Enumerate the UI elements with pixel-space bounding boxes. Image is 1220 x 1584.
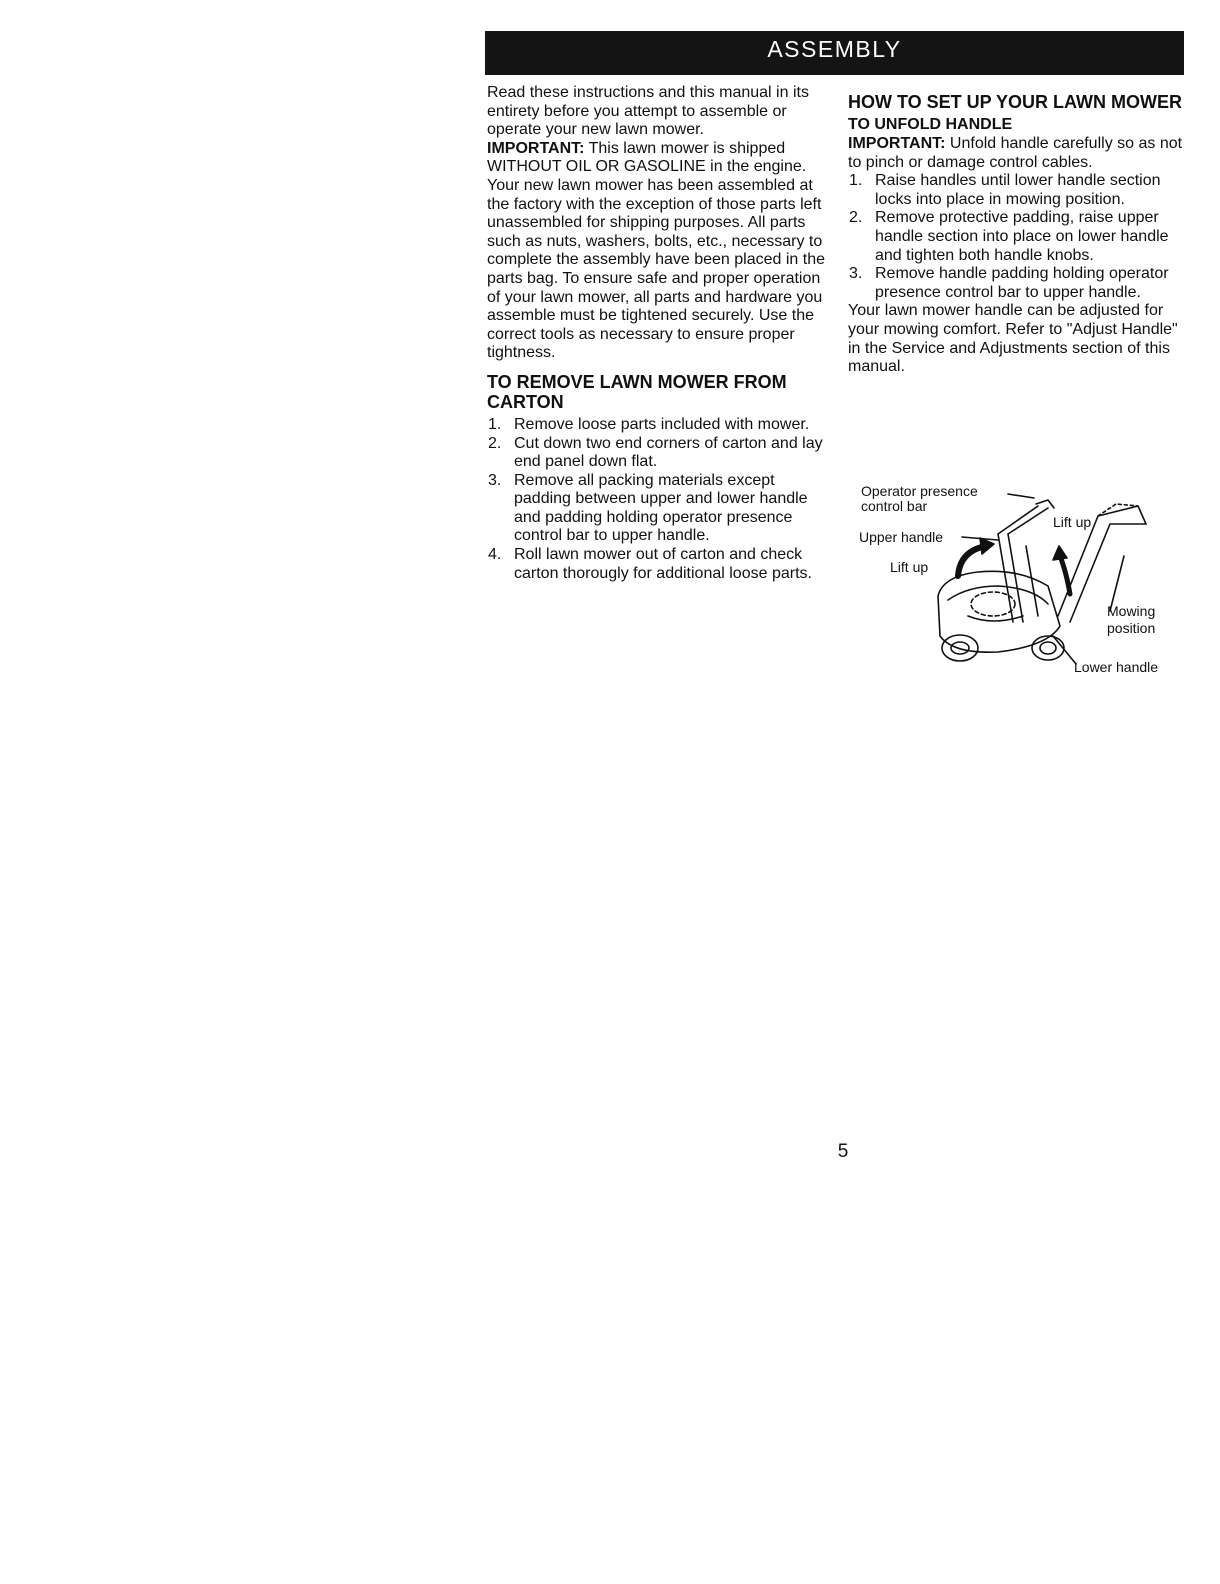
important-label: IMPORTANT: [848, 135, 946, 152]
remove-carton-heading: TO REMOVE LAWN MOWER FROM CARTON [487, 371, 787, 412]
label-upper-handle: Upper handle [859, 529, 944, 545]
operator-bar [1036, 500, 1054, 508]
important-note [848, 135, 1188, 172]
step-text: Remove handle padding holding operator presence control bar to upper handle. [875, 265, 1169, 301]
step-text: Remove all packing materials except padding between upper and lower handle and padding holding operator presence control bar to upper handle. [514, 471, 808, 545]
step-text: Cut down two end corners of carton and lay end panel down flat. [514, 434, 823, 471]
upper-handle-left [998, 506, 1038, 534]
page-number: 5 [837, 1141, 849, 1162]
adjust-handle-paragraph: Your lawn mower handle can be adjusted for your mowing comfort. Refer to "Adjust Handle" in the Service and Adjustments section of this manual. [848, 302, 1178, 376]
list-item [848, 265, 1188, 302]
intro-paragraph: Read these instructions and this manual in its entirety before you attempt to assemble or operate your new lawn mower. [487, 84, 809, 139]
important-note [487, 140, 827, 177]
lift-up-arrow-right [1060, 556, 1070, 594]
setup-heading: HOW TO SET UP YOUR LAWN MOWER [848, 92, 1183, 112]
leader-lower-handle [1053, 636, 1076, 664]
step-number: 3. [849, 265, 863, 283]
left-column [487, 84, 827, 583]
right-column [848, 84, 1188, 377]
engine-shroud [968, 616, 1023, 621]
label-operator-presence: Operator presence [861, 483, 978, 499]
step-text: Raise handles until lower handle section locks into place in mowing position. [875, 172, 1161, 208]
leader-operator [1008, 494, 1034, 498]
mower-deck [938, 571, 1060, 652]
unfold-steps-list [848, 172, 1188, 302]
step-text: Roll lawn mower out of carton and check carton thorougly for additional loose parts. [514, 546, 812, 582]
label-lower-handle: Lower handle [1074, 659, 1159, 675]
section-header-bar [485, 31, 1184, 75]
label-lift-up-right: Lift up [1053, 514, 1092, 530]
list-item [487, 546, 827, 583]
important-text: Unfold handle carefully so as not to pinch or damage control cables. [848, 135, 1183, 171]
list-item [848, 172, 1188, 209]
step-number: 1. [488, 415, 502, 433]
step-number: 2. [849, 209, 863, 227]
list-item [487, 472, 827, 546]
step-text: Remove loose parts included with mower. [514, 415, 810, 433]
upper-handle-right [1008, 508, 1048, 534]
list-item [848, 209, 1188, 265]
step-number: 4. [488, 546, 502, 564]
mower-handle-illustration [848, 476, 1188, 686]
label-mowing: Mowing [1107, 603, 1156, 619]
unfold-handle-heading: TO UNFOLD HANDLE [848, 116, 1013, 133]
list-item [487, 416, 827, 435]
step-number: 1. [849, 172, 863, 190]
important-text: This lawn mower is shipped WITHOUT OIL OR GASOLINE in the engine. [487, 139, 807, 176]
step-text: Remove protective padding, raise upper handle section into place on lower handle and tighten both handle knobs. [875, 209, 1169, 264]
lower-handle-back [1026, 546, 1038, 616]
label-position: position [1107, 620, 1156, 636]
assembly-paragraph: Your new lawn mower has been assembled at the factory with the exception of those parts left unassembled for shipping purposes. All parts such as nuts, washers, bolts, etc., necessary to complete the assembly have been placed in the parts bag. To ensure safe and proper operation of your lawn mower, all parts and hardware you assemble must be tightened securely. Use the correct tools as necessary to ensure proper tightness. [487, 176, 825, 362]
remove-steps-list [487, 416, 827, 583]
section-title: ASSEMBLY [767, 36, 902, 62]
important-label: IMPORTANT: [487, 139, 585, 157]
lift-up-arrowhead-left [980, 538, 994, 554]
lift-up-arrowhead-right [1053, 546, 1067, 560]
step-number: 2. [488, 434, 502, 452]
rear-wheel [1032, 636, 1064, 660]
label-lift-up-left: Lift up [890, 559, 929, 575]
label-control-bar: control bar [861, 498, 928, 514]
list-item [487, 435, 827, 472]
step-number: 3. [488, 471, 502, 489]
